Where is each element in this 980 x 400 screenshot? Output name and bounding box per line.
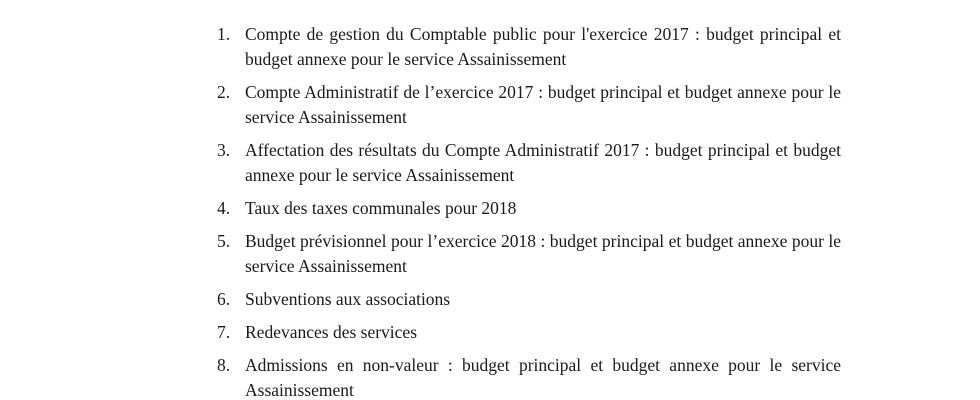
item-number: 3. <box>217 140 231 160</box>
item-number: 4. <box>217 198 231 218</box>
list-item <box>213 22 841 72</box>
list-item <box>213 353 841 400</box>
list-item <box>213 287 841 312</box>
item-number: 2. <box>217 82 231 102</box>
item-text: Admissions en non-valeur : budget principal et budget annexe pour le service Assainissement <box>245 355 841 400</box>
item-number: 5. <box>217 231 231 251</box>
list-item <box>213 320 841 345</box>
item-text: Affectation des résultats du Compte Administratif 2017 : budget principal et budget annexe pour le service Assainissement <box>245 140 841 185</box>
list-item <box>213 80 841 130</box>
list-item <box>213 138 841 188</box>
item-number: 1. <box>217 24 231 44</box>
item-number: 6. <box>217 289 231 309</box>
list-item <box>213 196 841 221</box>
item-text: Budget prévisionnel pour l’exercice 2018 : budget principal et budget annexe pour le service Assainissement <box>245 231 841 276</box>
item-number: 8. <box>217 355 231 375</box>
agenda-list <box>213 22 841 400</box>
item-text: Subventions aux associations <box>245 289 451 309</box>
item-text: Compte Administratif de l’exercice 2017 : budget principal et budget annexe pour le service Assainissement <box>245 82 841 127</box>
item-text: Taux des taxes communales pour 2018 <box>245 198 517 218</box>
item-text: Compte de gestion du Comptable public pour l'exercice 2017 : budget principal et budget annexe pour le service Assainissement <box>245 24 841 69</box>
list-item <box>213 229 841 279</box>
item-number: 7. <box>217 322 231 342</box>
item-text: Redevances des services <box>245 322 418 342</box>
